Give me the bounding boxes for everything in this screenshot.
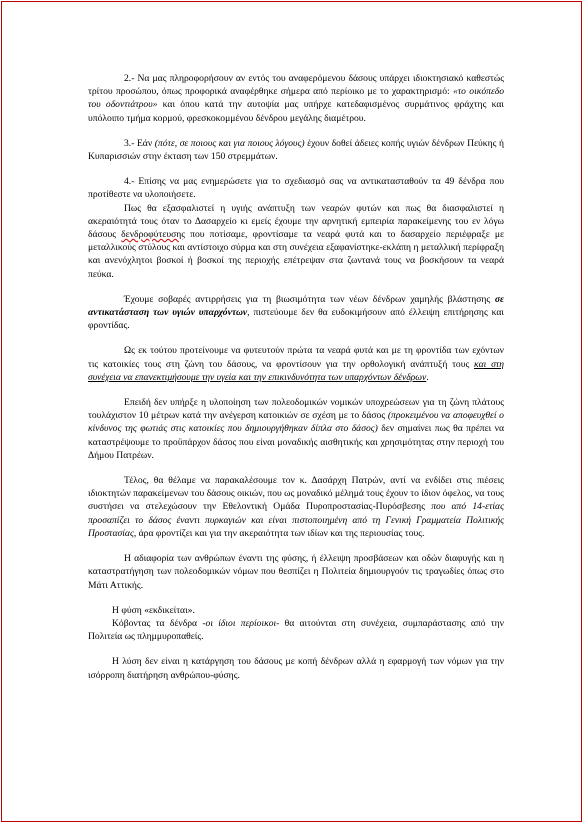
p6-emph: σε αντικατάσταση των υγιών υπαρχόντων — [88, 293, 504, 319]
p2-text: 2.- Να μας πληροφορήσουν αν εντός του αναφερόμενου δάσους υπάρχει ιδιοκτησιακό καθεστώς τρίτου προσώπου, όπως προφορικά αναφέρθηκε σήμερα από περίοικο με το χαρακτηρισμό: — [88, 73, 504, 98]
p6-text-end: , πιστεύουμε δεν θα ευδοκιμήσουν από έλλειψη επιτήρησης και φροντίδας. — [88, 307, 505, 332]
paragraph-12 — [88, 617, 504, 643]
p5-text: Πως θα εξασφαλιστεί η υγιής ανάπτυξη των νεαρών φυτών και πως θα διασφαλιστεί η ακεραιότητά τους όταν το Δασαρχείο κι εμείς έχουμε την αρνητική εμπειρία παρακείμενης του εν λόγω δάσους — [88, 202, 504, 241]
paragraph-9 — [88, 474, 504, 540]
p8-text: Επειδή δεν υπήρξε η υλοποίηση των πολεοδομικών νομικών υποχρεώσεων για τη ζώνη πλάτους τουλάχιστον 10 μέτρων κατά την ανέγερση κατοικιών σε σχέση με το δάσος — [88, 397, 504, 422]
p5-spellcheck-word: δενδροφύτευσης — [121, 229, 186, 241]
paragraph-4: 4.- Επίσης να μας ενημερώσετε για το σχεδιασμό σας να αντικατασταθούν τα 49 δένδρα που προτίθεστε να υλοποιήσετε. — [88, 176, 504, 201]
paragraph-8 — [88, 396, 504, 462]
p6-text: Έχουμε σοβαρές αντιρρήσεις για τη βιωσιμότητα των νέων δένδρων χαμηλής βλάστησης — [124, 293, 495, 305]
paragraph-2 — [88, 72, 504, 125]
p2-emph: «το οικόπεδο του οδοντιάτρου» — [88, 86, 504, 111]
p2-text-end: και όπου κατά την αυτοψία μας υπήρχε κατεδαφισμένος συρμάτινος φράχτης και υπόλοιπο τμήμα κορμού, φρεσκοκομμένου δένδρου μεγάλης διαμέτρου. — [88, 99, 504, 124]
p7-emph: και στη συνέχεια να επανεκτιμήσουμε την υγεία και την επικινδυνότητα των υπαρχόντων δένδρων — [88, 358, 504, 383]
paragraph-13: Η λύση δεν είναι η κατάργηση του δάσους με κοπή δένδρων αλλά η εφαρμογή των νόμων για την ισόρροπη διατήρηση ανθρώπου-φύσης. — [88, 656, 504, 681]
p8-text-end: δεν σημαίνει πως θα πρέπει να καταστρέψουμε το προϋπάρχον δάσος που είναι μοναδικής αισθητικής και χρησιμότητας στην περιοχή του Δήμου Πατρέων. — [88, 423, 504, 461]
p9-text: Τέλος, θα θέλαμε να παρακαλέσουμε τον κ. Δασάρχη Πατρών, αντί να ενδίδει στις πιέσεις ιδιοκτητών παρακείμενων του δάσους οικιών, που ως μοναδικό μέλημά τους έχουν το ίδιον όφελος, να τους συστήσει να στελεχώσουν την Εθελοντική Ομάδα Πυροπροστασίας-Πυρόσβεσης — [88, 475, 504, 513]
p8-emph: (προκειμένου να αποφευχθεί ο κίνδυνος της φωτιάς στις κατοικίες που δημιουργήθηκαν δίπλα στο δάσος) — [88, 410, 504, 435]
p12-emph: οι ίδιοι περίοικοι — [205, 617, 277, 629]
paragraph-5 — [88, 202, 504, 281]
p7-text-end: . — [426, 371, 429, 383]
paragraph-10: Η αδιαφορία των ανθρώπων έναντι της φύσης, ή έλλειψη προσβάσεων και οδών διαφυγής και η καταστρατήγηση των πολεοδομικών νόμων που θεσπίζει η Πολιτεία δημιουργούν τις τραγωδίες όπως στο Μάτι Αττικής. — [88, 553, 504, 591]
p12-text: Κόβοντας τα δένδρα - — [112, 617, 206, 629]
p9-text-end: , άρα φροντίζει και για την ακεραιότητα των ιδίων και της περιουσίας τους. — [133, 527, 425, 539]
paragraph-3 — [88, 137, 504, 163]
p7-text: Ως εκ τούτου προτείνουμε να φυτευτούν πρώτα τα νεαρά φυτά και με τη φροντίδα των εχόντων τις κατοικίες τους στη ζώνη του δάσους, να φροντίσουν για την ορθολογική ανάπτυξή τους — [88, 345, 504, 370]
p9-emph: που από 14-ετίας προσαπίζει το δάσος έναντι πυρκαγιών και είναι πιστοποιημένη από τη Γενική Γραμματεία Πολιτικής Προστασίας — [88, 501, 504, 539]
p3-emph: (πότε, σε ποιους και για ποιους λόγους) — [154, 137, 305, 149]
paragraph-6 — [88, 293, 504, 333]
p3-text: 3.- Εάν — [124, 137, 155, 149]
paragraph-11: Η φύση «εκδικείται». — [112, 604, 195, 616]
paragraph-7 — [88, 344, 504, 384]
p12-text-end: - θα αιτούνται στη συνέχεια, συμπαράστασης από την Πολιτεία ως πλημμυροπαθείς. — [88, 617, 504, 643]
p5-text-end: που ποτίσαμε, φροντίσαμε τα νεαρά φυτά και το δασαρχείο περιέφραξε με μεταλλικούς στύλους και αντίστοιχο σύρμα και στη συνέχεια εξαφανίστηκε-εκλάπη η μεταλλική περίφραξη και ανενόχλητοι βοσκοί ή βοσκοί της περιοχής επέτρεψαν στα ζωντανά τους να βοσκήσουν τα νεαρά πεύκα. — [88, 229, 505, 280]
document-body — [88, 72, 504, 682]
p3-text-end: έχουν δοθεί άδειες κοπής υγιών δένδρων Πεύκης ή Κυπαρισσιών στην έκταση των 150 στρεμμάτων. — [88, 137, 505, 163]
